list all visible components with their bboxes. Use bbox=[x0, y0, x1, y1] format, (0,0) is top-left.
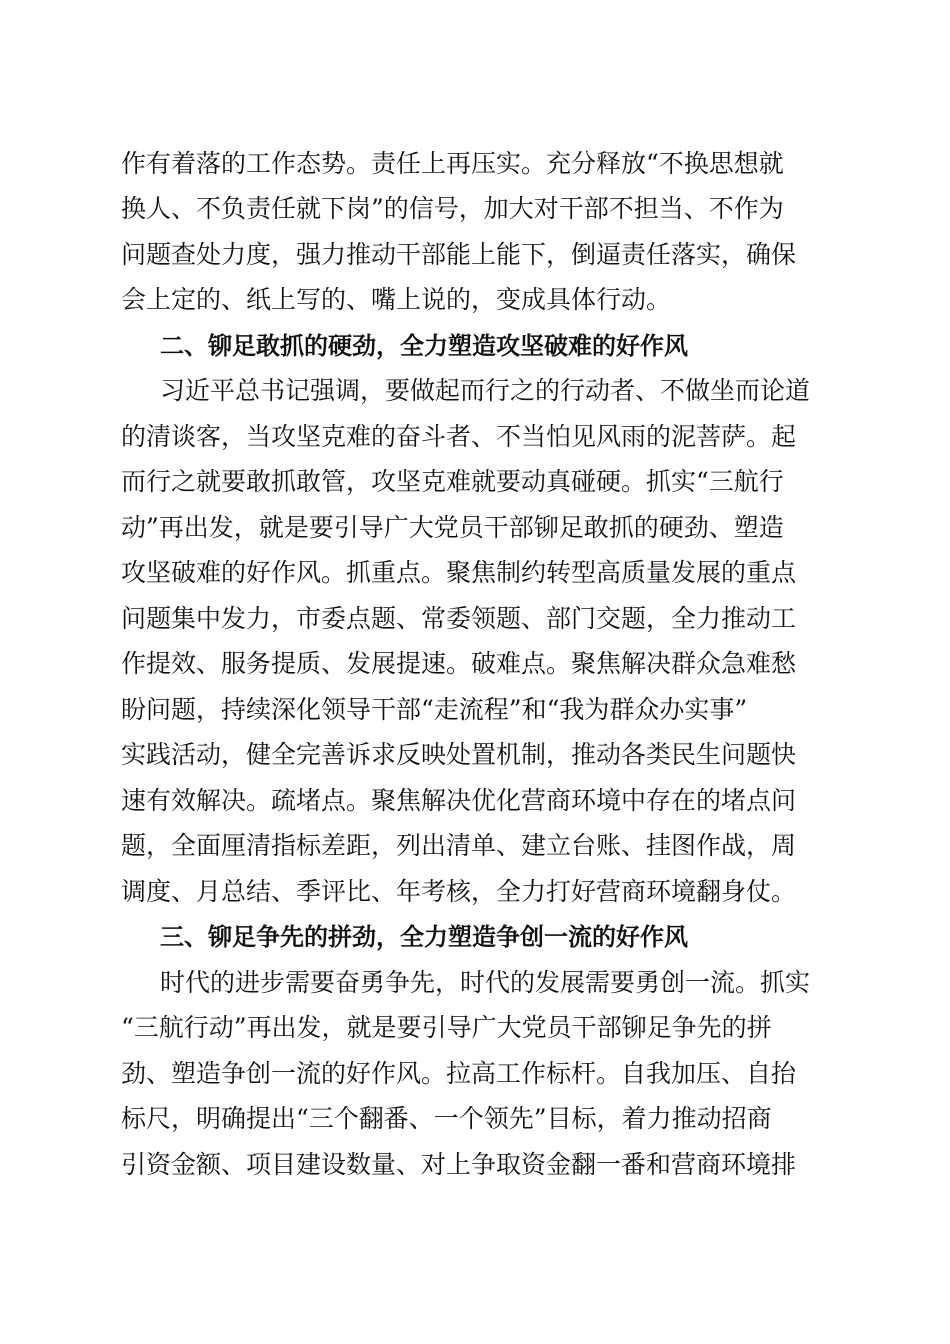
text-line: 引资金额、项目建设数量、对上争取资金翻一番和营商环境排 bbox=[121, 1150, 797, 1179]
text-line: 作提效、服务提质、发展提速。破难点。聚焦解决群众急难愁 bbox=[121, 649, 797, 678]
text-line: 习近平总书记强调，要做起而行之的行动者、不做坐而论道 bbox=[160, 376, 811, 405]
text-line: 速有效解决。疏堵点。聚焦解决优化营商环境中存在的堵点问 bbox=[121, 786, 797, 815]
text-line: 动”再出发，就是要引导广大党员干部铆足敢抓的硬劲、塑造 bbox=[121, 513, 784, 542]
text-line: 实践活动，健全完善诉求反映处置机制，推动各类民生问题快 bbox=[121, 740, 797, 769]
text-line: “三航行动”再出发，就是要引导广大党员干部铆足争先的拼 bbox=[121, 1013, 772, 1042]
section-heading-2: 二、铆足敢抓的硬劲，全力塑造攻坚破难的好作风 bbox=[160, 332, 688, 360]
text-line: 会上定的、纸上写的、嘴上说的，变成具体行动。 bbox=[121, 285, 672, 314]
text-line: 调度、月总结、季评比、年考核，全力打好营商环境翻身仗。 bbox=[121, 877, 797, 906]
text-line: 时代的进步需要奋勇争先，时代的发展需要勇创一流。抓实 bbox=[160, 968, 811, 997]
text-line: 换人、不负责任就下岗”的信号，加大对干部不担当、不作为 bbox=[121, 194, 784, 223]
text-line: 作有着落的工作态势。责任上再压实。充分释放“不换思想就 bbox=[121, 149, 784, 178]
text-line: 问题集中发力，市委点题、常委领题、部门交题，全力推动工 bbox=[121, 604, 797, 633]
text-line: 劲、塑造争创一流的好作风。拉高工作标杆。自我加压、自抬 bbox=[121, 1059, 797, 1088]
text-line: 标尺，明确提出“三个翻番、一个领先”目标，着力推动招商 bbox=[121, 1104, 772, 1133]
text-line: 问题查处力度，强力推动干部能上能下，倒逼责任落实，确保 bbox=[121, 240, 797, 269]
text-line: 攻坚破难的好作风。抓重点。聚焦制约转型高质量发展的重点 bbox=[121, 558, 797, 587]
text-line: 题，全面厘清指标差距，列出清单、建立台账、挂图作战，周 bbox=[121, 831, 797, 860]
text-line: 盼问题，持续深化领导干部“走流程”和“我为群众办实事” bbox=[121, 695, 748, 724]
text-line: 而行之就要敢抓敢管，攻坚克难就要动真碰硬。抓实“三航行 bbox=[121, 467, 784, 496]
section-heading-3: 三、铆足争先的拼劲，全力塑造争创一流的好作风 bbox=[160, 923, 688, 951]
text-line: 的清谈客，当攻坚克难的奋斗者、不当怕见风雨的泥菩萨。起 bbox=[121, 422, 797, 451]
